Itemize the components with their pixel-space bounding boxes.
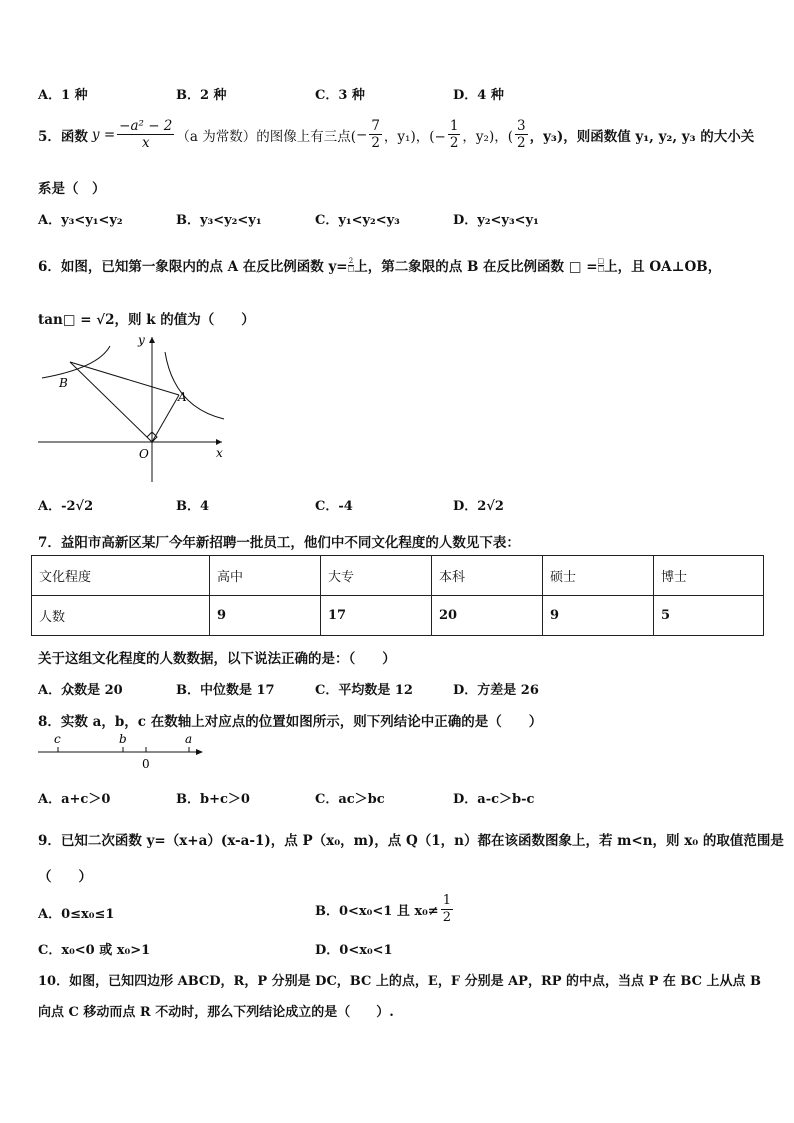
q9-option-c: C．x₀<0 或 x₀>1 [38,943,151,958]
q6-label-y: y [138,333,145,347]
table-cell: 高中 [210,556,321,596]
q10-stem-line1: 10．如图，已知四边形 ABCD，R，P 分别是 DC，BC 上的点，E，F 分别是 AP，RP 的中点，当点 P 在 BC 上从点 B [38,974,762,989]
table-cell: 人数 [32,596,210,636]
q6-option-a: A．-2√2 [38,499,94,514]
q5-p2-fraction [448,118,461,151]
table-cell: 9 [210,596,321,636]
q5-fn-y: y = [91,126,116,143]
q9-stem: 9．已知二次函数 y=（x+a）(x-a-1)，点 P（x₀，m)，点 Q（1，n）都在该函数图象上，若 m<n，则 x₀ 的取值范围是 [38,833,784,849]
q5-p3-fraction [515,118,528,151]
q5-option-b: B．y₃<y₂<y₁ [176,213,262,228]
q5-p1-rest: ，y₁)，(− [383,128,446,145]
q6-frac-b: $\frac{□}{□}$ [597,256,605,273]
q5-p2-den: 2 [449,135,459,151]
table-cell: 大专 [321,556,432,596]
q5-fn-denominator: x [141,135,150,151]
q5-p3-den: 2 [516,135,526,151]
q6-label-x: x [216,446,223,460]
q5-stem: 5．函数 y = $\frac{\text{−a² − 2}}{x}$ （a 为常数）的图像上有三点( − $\frac{7}{2}$ ，y₁)，(− $\frac{1}{2}$ ，y₂)，( $\frac{3}{2}$ ，y₃)，则函数值 y₁, y₂, y₃ 的大小关 [38,118,755,151]
q5-option-d: D．y₂<y₃<y₁ [453,213,539,228]
q8-label-a: a [185,732,193,746]
q5-p3-num: 3 [516,118,526,134]
q6-curve-second-quadrant [42,346,110,378]
table-cell: 博士 [654,556,764,596]
q5-fn-numerator: −a² − 2 [119,118,173,134]
q8-option-c: C．ac＞bc [315,792,385,807]
q9-paren: （ ） [38,869,92,885]
q6-line1b: 上，第二象限的点 B 在反比例函数 □ = [354,259,598,275]
q5-p1-den: 2 [371,135,380,151]
q9-option-d: D．0<x₀<1 [315,943,393,958]
q8-label-b: b [119,732,127,746]
q6-label-a: A [178,390,187,404]
q6-option-d: D．2√2 [453,499,504,514]
q5-option-a: A．y₃<y₁<y₂ [38,213,123,228]
table-row [32,596,764,636]
q7-option-c: C．平均数是 12 [315,683,413,698]
q4-option-a: A．1 种 [38,88,88,103]
q4-option-b: B．2 种 [176,88,227,103]
q8-option-a: A．a+c＞0 [38,792,111,807]
q5-note: （a 为常数）的图像上有三点( [176,128,357,145]
q7-option-d: D．方差是 26 [453,683,539,698]
q4-option-d: D．4 种 [453,88,504,103]
q9-option-b-fraction [441,893,453,926]
q6-stem-line2: tan□ = √2，则 k 的值为（ ） [38,312,255,328]
q6-frac-a: $\frac{2}{□}$ [347,256,355,273]
q6-option-b: B．4 [176,499,210,514]
table-cell: 本科 [432,556,543,596]
q6-label-o: O [139,447,149,461]
table-cell: 9 [543,596,654,636]
q6-stem-line1 [38,255,721,275]
q6-curve-first-quadrant [165,352,224,419]
q9-b-frac-den: 2 [442,910,451,925]
q5-p2-rest: ，y₂)，( [462,128,513,145]
q6-label-b: B [59,376,68,390]
q6-segment-oa [152,395,179,442]
q5-option-c: C．y₁<y₂<y₃ [315,213,400,228]
q6-line1a: 6．如图，已知第一象限内的点 A 在反比例函数 y= [38,259,348,275]
table-cell: 文化程度 [32,556,210,596]
q6-figure [36,332,228,484]
q10-stem-line2: 向点 C 移动而点 R 不动时，那么下列结论成立的是（ ）. [38,1005,394,1020]
q7-option-a: A．众数是 20 [38,683,123,698]
q5-fn-fraction [117,118,174,151]
q7-stem: 7．益阳市高新区某厂今年新招聘一批员工，他们中不同文化程度的人数见下表： [38,535,520,551]
q9-b-frac-num: 1 [442,893,451,908]
q7-table [31,555,764,636]
q5-prefix: 5．函数 [38,128,88,145]
q5-p2-num: 1 [449,118,459,134]
q9-option-a: A．0≤x₀≤1 [38,907,115,922]
q9-option-b-label: B．0<x₀<1 且 x₀≠ [315,904,439,919]
table-cell: 17 [321,596,432,636]
q8-option-d: D．a-c＞b-c [453,792,535,807]
q5-p1-num: 7 [371,118,380,134]
table-row [32,556,764,596]
q5-p3-rest: ，y₃)，则函数值 y₁, y₂, y₃ 的大小关 [529,128,755,145]
q8-label-zero: 0 [142,757,150,771]
q7-option-b: B．中位数是 17 [176,683,275,698]
q6-line1c: 上，且 OA⊥OB， [604,259,722,275]
q5-stem-line2: 系是（ ） [38,181,106,197]
q4-option-c: C．3 种 [315,88,365,103]
table-cell: 硕士 [543,556,654,596]
q8-number-line [36,730,208,772]
q8-label-c: c [54,732,61,746]
q5-p1-fraction [369,118,382,151]
q8-option-b: B．b+c＞0 [176,792,250,807]
q6-option-c: C．-4 [315,499,353,514]
table-cell: 20 [432,596,543,636]
table-cell: 5 [654,596,764,636]
q8-stem: 8．实数 a，b，c 在数轴上对应点的位置如图所示，则下列结论中正确的是（ ） [38,714,543,730]
q7-question: 关于这组文化程度的人数数据，以下说法正确的是：（ ） [38,651,396,667]
q9-option-b [315,893,455,926]
